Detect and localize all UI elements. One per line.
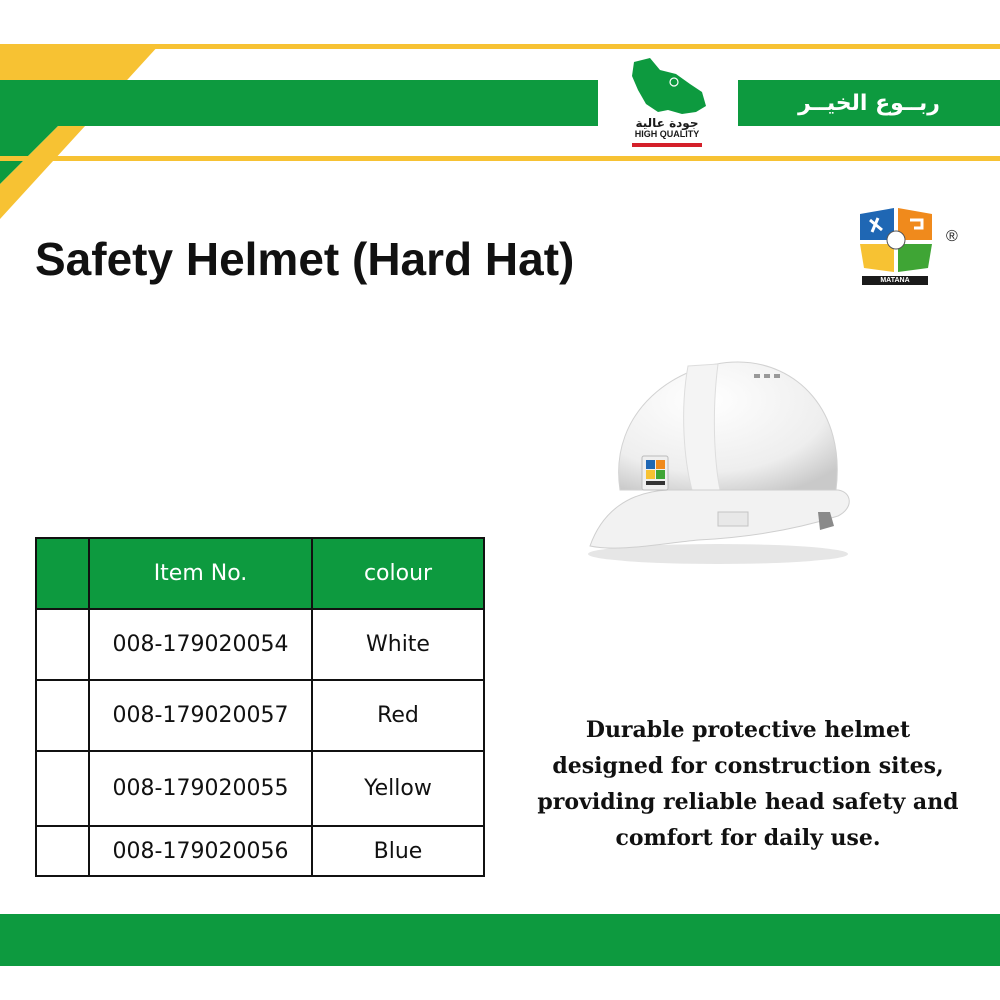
helmet-image — [568, 340, 868, 570]
registered-mark: ® — [946, 228, 958, 245]
header-green-band-right — [738, 80, 1000, 126]
table-row-blank — [35, 825, 90, 877]
header-corner-decoration — [0, 44, 160, 224]
table-row-blank — [35, 679, 90, 752]
table-cell-colour: Red — [311, 679, 485, 752]
brand-red-underline — [632, 143, 702, 147]
table-header-item-no: Item No. — [88, 537, 313, 610]
table-row-blank — [35, 750, 90, 827]
saudi-map-logo-icon — [616, 54, 716, 154]
table-cell-colour: Yellow — [311, 750, 485, 827]
table-cell-colour: White — [311, 608, 485, 681]
banner-text: ربــوع الخيــر — [798, 90, 940, 116]
brand-name-english: HIGH QUALITY — [634, 129, 700, 139]
table-cell-item: 008-179020057 — [88, 679, 313, 752]
table-row-blank — [35, 608, 90, 681]
table-header-colour: colour — [311, 537, 485, 610]
matana-label: MATANA — [862, 276, 928, 285]
table-header-blank — [35, 537, 90, 610]
header-yellow-stripe-bottom — [0, 156, 1000, 161]
header-green-band-left — [0, 80, 598, 126]
page-title: Safety Helmet (Hard Hat) — [35, 233, 575, 285]
footer-green-band — [0, 914, 1000, 966]
table-cell-item: 008-179020054 — [88, 608, 313, 681]
product-description: Durable protective helmet designed for construction sites, providing reliable head safety and comfort for daily use. — [537, 717, 959, 851]
table-cell-colour: Blue — [311, 825, 485, 877]
table-cell-item: 008-179020055 — [88, 750, 313, 827]
item-table — [35, 537, 485, 877]
matana-logo-icon — [856, 206, 936, 278]
brand-name-arabic: جودة عالية — [635, 116, 699, 130]
table-cell-item: 008-179020056 — [88, 825, 313, 877]
